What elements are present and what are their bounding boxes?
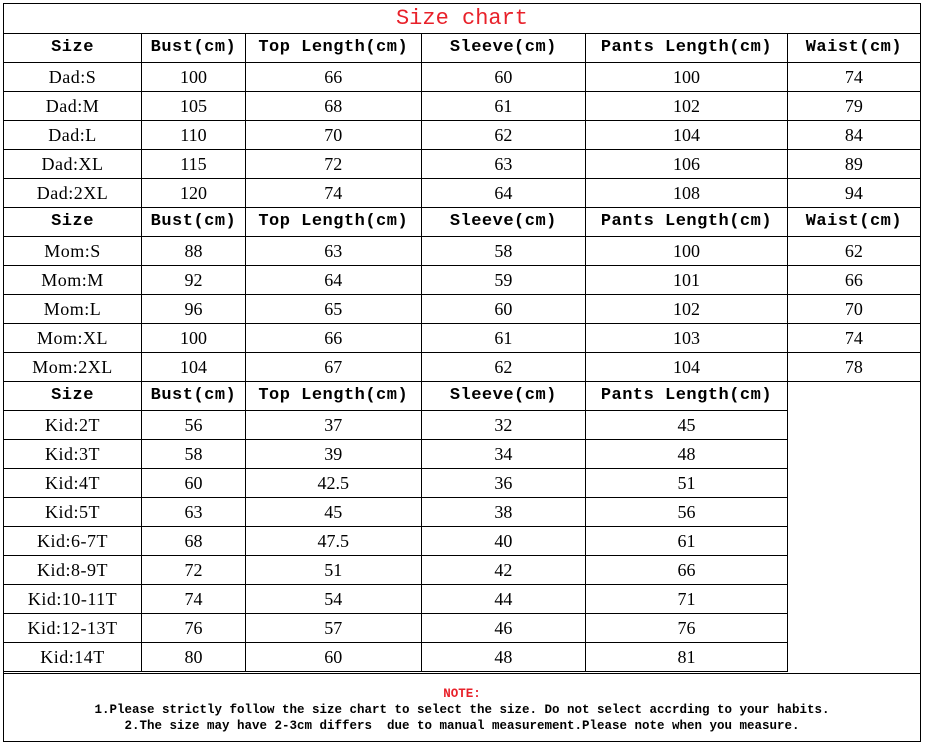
empty-cell	[787, 411, 920, 440]
note-line-2: 2.The size may have 2-3cm differs due to manual measurement.Please note when you measure.	[124, 719, 800, 733]
empty-cell	[787, 440, 920, 469]
value-cell: 62	[421, 353, 585, 382]
value-cell: 80	[142, 643, 246, 672]
value-cell: 74	[245, 179, 421, 208]
value-cell: 96	[142, 295, 246, 324]
header-cell: Top Length(cm)	[245, 208, 421, 237]
value-cell: 104	[586, 353, 788, 382]
value-cell: 60	[245, 643, 421, 672]
header-row-mom	[4, 208, 920, 237]
value-cell: 58	[421, 237, 585, 266]
value-cell: 45	[245, 498, 421, 527]
value-cell: 66	[586, 556, 788, 585]
empty-cell	[787, 527, 920, 556]
value-cell: 47.5	[245, 527, 421, 556]
value-cell: 102	[586, 295, 788, 324]
size-table	[4, 34, 920, 672]
value-cell: 64	[245, 266, 421, 295]
value-cell: 60	[142, 469, 246, 498]
table-row	[4, 266, 920, 295]
value-cell: 48	[421, 643, 585, 672]
size-cell: Kid:2T	[4, 411, 142, 440]
value-cell: 74	[142, 585, 246, 614]
header-cell: Size	[4, 382, 142, 411]
note-line-1: 1.Please strictly follow the size chart to select the size. Do not select accrding to your habits.	[94, 703, 830, 717]
value-cell: 66	[245, 324, 421, 353]
value-cell: 56	[586, 498, 788, 527]
table-row	[4, 527, 920, 556]
value-cell: 63	[245, 237, 421, 266]
header-cell: Size	[4, 34, 142, 63]
value-cell: 104	[586, 121, 788, 150]
value-cell: 68	[142, 527, 246, 556]
value-cell: 63	[421, 150, 585, 179]
note-title: NOTE:	[443, 687, 481, 701]
table-row	[4, 440, 920, 469]
size-cell: Mom:2XL	[4, 353, 142, 382]
size-cell: Kid:3T	[4, 440, 142, 469]
value-cell: 108	[586, 179, 788, 208]
value-cell: 115	[142, 150, 246, 179]
value-cell: 36	[421, 469, 585, 498]
empty-cell	[787, 469, 920, 498]
header-cell: Size	[4, 208, 142, 237]
table-row	[4, 179, 920, 208]
value-cell: 61	[586, 527, 788, 556]
size-cell: Dad:L	[4, 121, 142, 150]
value-cell: 45	[586, 411, 788, 440]
value-cell: 81	[586, 643, 788, 672]
header-cell: Bust(cm)	[142, 382, 246, 411]
table-row	[4, 295, 920, 324]
empty-cell	[787, 556, 920, 585]
value-cell: 94	[787, 179, 920, 208]
table-row	[4, 498, 920, 527]
table-row	[4, 556, 920, 585]
table-row	[4, 237, 920, 266]
table-row	[4, 92, 920, 121]
value-cell: 70	[245, 121, 421, 150]
size-cell: Kid:10-11T	[4, 585, 142, 614]
value-cell: 78	[787, 353, 920, 382]
value-cell: 32	[421, 411, 585, 440]
value-cell: 61	[421, 92, 585, 121]
size-cell: Dad:S	[4, 63, 142, 92]
value-cell: 46	[421, 614, 585, 643]
value-cell: 74	[787, 324, 920, 353]
size-chart	[3, 3, 921, 742]
header-cell: Top Length(cm)	[245, 382, 421, 411]
table-row	[4, 324, 920, 353]
table-row	[4, 469, 920, 498]
value-cell: 100	[142, 63, 246, 92]
size-cell: Mom:M	[4, 266, 142, 295]
value-cell: 42	[421, 556, 585, 585]
value-cell: 62	[421, 121, 585, 150]
value-cell: 100	[586, 63, 788, 92]
size-cell: Kid:12-13T	[4, 614, 142, 643]
note-box	[4, 673, 920, 742]
size-cell: Kid:5T	[4, 498, 142, 527]
value-cell: 74	[787, 63, 920, 92]
value-cell: 67	[245, 353, 421, 382]
size-cell: Kid:14T	[4, 643, 142, 672]
value-cell: 106	[586, 150, 788, 179]
value-cell: 92	[142, 266, 246, 295]
value-cell: 48	[586, 440, 788, 469]
value-cell: 66	[245, 63, 421, 92]
value-cell: 40	[421, 527, 585, 556]
value-cell: 79	[787, 92, 920, 121]
value-cell: 66	[787, 266, 920, 295]
value-cell: 120	[142, 179, 246, 208]
header-cell: Sleeve(cm)	[421, 34, 585, 63]
value-cell: 60	[421, 295, 585, 324]
value-cell: 71	[586, 585, 788, 614]
table-row	[4, 150, 920, 179]
value-cell: 89	[787, 150, 920, 179]
value-cell: 62	[787, 237, 920, 266]
size-cell: Kid:6-7T	[4, 527, 142, 556]
size-cell: Mom:XL	[4, 324, 142, 353]
value-cell: 100	[586, 237, 788, 266]
value-cell: 38	[421, 498, 585, 527]
value-cell: 100	[142, 324, 246, 353]
value-cell: 84	[787, 121, 920, 150]
value-cell: 34	[421, 440, 585, 469]
value-cell: 64	[421, 179, 585, 208]
value-cell: 70	[787, 295, 920, 324]
value-cell: 68	[245, 92, 421, 121]
value-cell: 59	[421, 266, 585, 295]
header-row-kid	[4, 382, 920, 411]
header-cell: Pants Length(cm)	[586, 382, 788, 411]
header-row-dad	[4, 34, 920, 63]
table-row	[4, 585, 920, 614]
size-cell: Mom:L	[4, 295, 142, 324]
table-row	[4, 411, 920, 440]
size-cell: Dad:M	[4, 92, 142, 121]
value-cell: 57	[245, 614, 421, 643]
header-cell: Bust(cm)	[142, 34, 246, 63]
header-cell: Pants Length(cm)	[586, 208, 788, 237]
value-cell: 37	[245, 411, 421, 440]
table-row	[4, 643, 920, 672]
value-cell: 60	[421, 63, 585, 92]
header-cell: Waist(cm)	[787, 208, 920, 237]
empty-cell	[787, 498, 920, 527]
value-cell: 42.5	[245, 469, 421, 498]
size-cell: Mom:S	[4, 237, 142, 266]
value-cell: 65	[245, 295, 421, 324]
header-cell: Bust(cm)	[142, 208, 246, 237]
value-cell: 88	[142, 237, 246, 266]
value-cell: 44	[421, 585, 585, 614]
value-cell: 58	[142, 440, 246, 469]
value-cell: 39	[245, 440, 421, 469]
value-cell: 110	[142, 121, 246, 150]
value-cell: 56	[142, 411, 246, 440]
value-cell: 102	[586, 92, 788, 121]
value-cell: 51	[245, 556, 421, 585]
value-cell: 72	[142, 556, 246, 585]
empty-cell	[787, 382, 920, 411]
value-cell: 103	[586, 324, 788, 353]
header-cell: Top Length(cm)	[245, 34, 421, 63]
value-cell: 105	[142, 92, 246, 121]
header-cell: Waist(cm)	[787, 34, 920, 63]
empty-cell	[787, 643, 920, 672]
size-cell: Kid:8-9T	[4, 556, 142, 585]
table-row	[4, 353, 920, 382]
header-cell: Sleeve(cm)	[421, 382, 585, 411]
value-cell: 63	[142, 498, 246, 527]
size-cell: Dad:2XL	[4, 179, 142, 208]
size-cell: Kid:4T	[4, 469, 142, 498]
table-row	[4, 63, 920, 92]
header-cell: Pants Length(cm)	[586, 34, 788, 63]
value-cell: 51	[586, 469, 788, 498]
size-cell: Dad:XL	[4, 150, 142, 179]
header-cell: Sleeve(cm)	[421, 208, 585, 237]
value-cell: 76	[142, 614, 246, 643]
value-cell: 104	[142, 353, 246, 382]
value-cell: 101	[586, 266, 788, 295]
empty-cell	[787, 585, 920, 614]
value-cell: 76	[586, 614, 788, 643]
value-cell: 54	[245, 585, 421, 614]
table-row	[4, 614, 920, 643]
table-row	[4, 121, 920, 150]
value-cell: 61	[421, 324, 585, 353]
empty-cell	[787, 614, 920, 643]
chart-title: Size chart	[4, 4, 920, 34]
value-cell: 72	[245, 150, 421, 179]
